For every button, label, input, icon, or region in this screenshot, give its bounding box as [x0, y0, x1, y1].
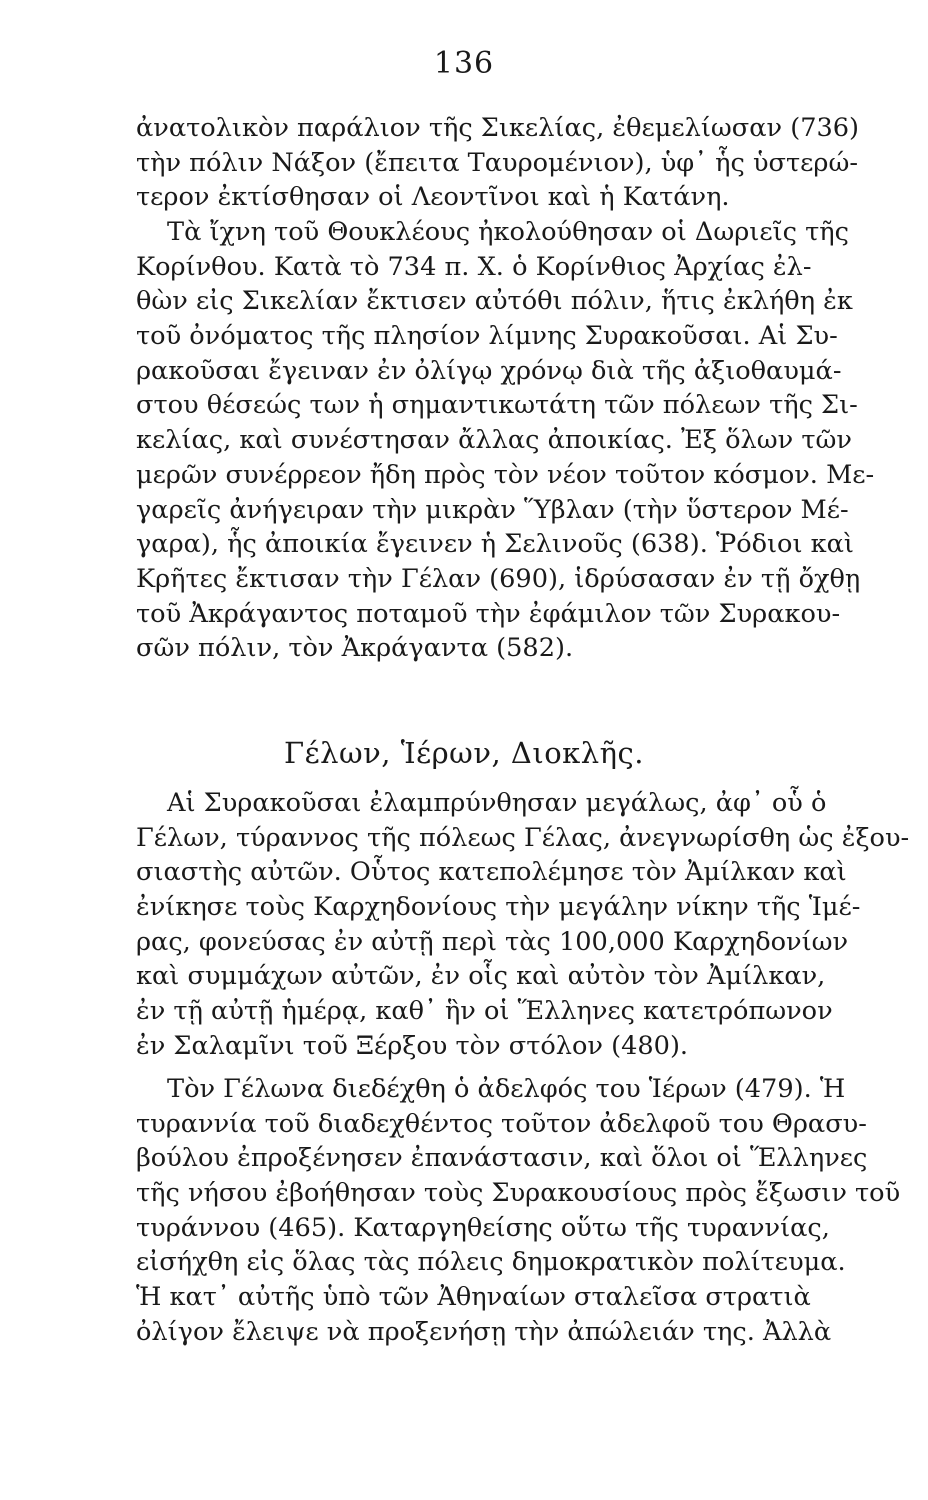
text-line: Κορίνθου. Κατὰ τὸ 734 π. Χ. ὁ Κορίνθιος Ἀρχίας ἐλ-	[136, 251, 812, 282]
section-heading: Γέλων, Ἱέρων, Διοκλῆς.	[284, 736, 644, 770]
page-number: 136	[433, 46, 495, 81]
text-line: ἐνίκησε τοὺς Καρχηδονίους τὴν μεγάλην νίκην τῆς Ἱμέ-	[136, 892, 861, 923]
text-line: τοῦ Ἀκράγαντος ποταμοῦ τὴν ἐφάμιλον τῶν Συρακου-	[136, 598, 841, 629]
text-line: καὶ συμμάχων αὐτῶν, ἐν οἷς καὶ αὐτὸν τὸν Ἀμίλκαν,	[136, 961, 826, 992]
text-line: ἐν Σαλαμῖνι τοῦ Ξέρξου τὸν στόλον (480).	[136, 1030, 689, 1061]
text-line: τερον ἐκτίσθησαν οἱ Λεοντῖνοι καὶ ἡ Κατάνη.	[136, 182, 730, 213]
text-line: θὼν εἰς Σικελίαν ἔκτισεν αὐτόθι πόλιν, ἥτις ἐκλήθη ἐκ	[136, 286, 853, 317]
text-line: Ἡ κατ᾽ αὐτῆς ὑπὸ τῶν Ἀθηναίων σταλεῖσα στρατιὰ	[136, 1282, 811, 1313]
paragraph-2	[136, 215, 875, 666]
text-line: Κρῆτες ἔκτισαν τὴν Γέλαν (690), ἱδρύσασαν ἐν τῇ ὄχθῃ	[136, 563, 861, 594]
text-line: κελίας, καὶ συνέστησαν ἄλλας ἀποικίας. Ἐξ ὅλων τῶν	[136, 425, 852, 456]
text-line: Τὸν Γέλωνα διεδέχθη ὁ ἀδελφός του Ἱέρων (479). Ἡ	[167, 1074, 846, 1104]
text-line: στου θέσεώς των ἡ σημαντικωτάτη τῶν πόλεων τῆς Σι-	[136, 390, 858, 421]
text-line: τὴν πόλιν Νάξον (ἔπειτα Ταυρομένιον), ὑφ᾽ ἧς ὑστερώ-	[136, 147, 858, 178]
paragraph-1	[136, 111, 860, 215]
text-line: Τὰ ἴχνη τοῦ Θουκλέους ἠκολούθησαν οἱ Δωριεῖς τῆς	[167, 217, 849, 247]
text-line: ρακοῦσαι ἔγειναν ἐν ὀλίγῳ χρόνῳ διὰ τῆς ἀξιοθαυμά-	[136, 355, 842, 386]
text-line: τοῦ ὀνόματος τῆς πλησίον λίμνης Συρακοῦσαι. Αἱ Συ-	[136, 321, 838, 352]
text-line: σιαστὴς αὐτῶν. Οὗτος κατεπολέμησε τὸν Ἀμίλκαν καὶ	[136, 857, 847, 888]
text-line: ἀνατολικὸν παράλιον τῆς Σικελίας, ἐθεμελίωσαν (736)	[136, 113, 860, 143]
text-line: ὀλίγον ἔλειψε νὰ προξενήσῃ τὴν ἀπώλειάν της. Ἀλλὰ	[136, 1316, 832, 1347]
text-line: γαρα), ἧς ἀποικία ἔγεινεν ἡ Σελινοῦς (638). Ῥόδιοι καὶ	[136, 529, 854, 560]
text-line: σῶν πόλιν, τὸν Ἀκράγαντα (582).	[136, 633, 574, 664]
paragraph-4	[136, 1072, 901, 1350]
text-line: ρας, φονεύσας ἐν αὐτῇ περὶ τὰς 100,000 Καρχηδονίων	[136, 926, 849, 957]
text-line: μερῶν συνέρρεον ἤδη πρὸς τὸν νέον τοῦτον κόσμον. Με-	[136, 459, 875, 490]
text-line: εἰσήχθη εἰς ὅλας τὰς πόλεις δημοκρατικὸν πολίτευμα.	[136, 1247, 846, 1278]
text-line: γαρεῖς ἀνήγειραν τὴν μικρὰν Ὕβλαν (τὴν ὕστερον Μέ-	[136, 494, 849, 525]
text-line: τυράννου (465). Καταργηθείσης οὕτω τῆς τυραννίας,	[136, 1212, 830, 1243]
text-line: τυραννία τοῦ διαδεχθέντος τοῦτον ἀδελφοῦ του Θρασυ-	[136, 1108, 867, 1139]
text-line: ἐν τῇ αὐτῇ ἡμέρᾳ, καθ᾽ ἣν οἱ Ἕλληνες κατετρόπωνον	[136, 996, 833, 1027]
paragraph-3	[136, 786, 910, 1064]
text-line: Αἱ Συρακοῦσαι ἐλαμπρύνθησαν μεγάλως, ἀφ᾽ οὗ ὁ	[167, 788, 827, 818]
text-line: Γέλων, τύραννος τῆς πόλεως Γέλας, ἀνεγνωρίσθη ὡς ἐξου-	[136, 822, 910, 853]
text-line: τῆς νήσου ἐβοήθησαν τοὺς Συρακουσίους πρὸς ἔξωσιν τοῦ	[136, 1178, 901, 1209]
text-line: βούλου ἐπροξένησεν ἐπανάστασιν, καὶ ὅλοι οἱ Ἕλληνες	[136, 1143, 868, 1174]
